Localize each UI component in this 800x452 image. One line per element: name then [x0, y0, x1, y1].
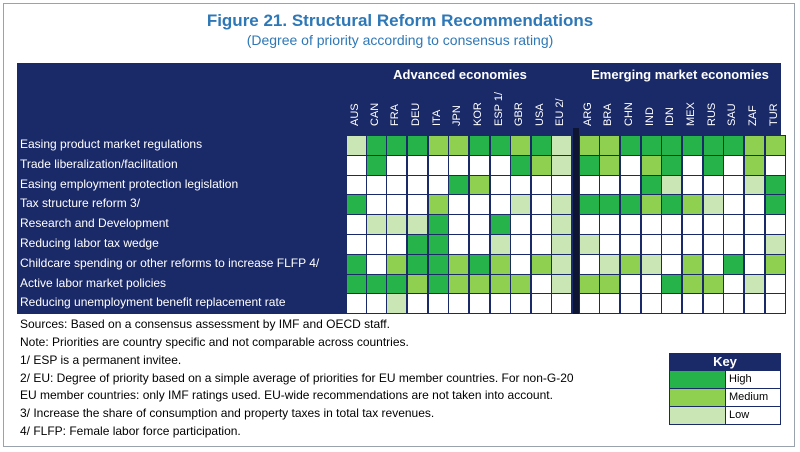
priority-cell — [765, 234, 786, 255]
priority-cell — [703, 254, 724, 275]
priority-cell — [407, 175, 428, 196]
priority-cell — [765, 175, 786, 196]
priority-cell — [366, 135, 387, 156]
priority-cell — [366, 274, 387, 295]
priority-cell — [366, 194, 387, 215]
priority-cell — [641, 155, 662, 176]
priority-cell — [531, 293, 552, 314]
priority-cell — [448, 135, 469, 156]
priority-cell — [510, 234, 531, 255]
priority-cell — [551, 194, 572, 215]
priority-cell — [599, 194, 620, 215]
priority-cell — [490, 194, 511, 215]
column-header: KOR — [472, 102, 484, 126]
priority-cell — [703, 214, 724, 235]
column-header: CAN — [369, 102, 381, 126]
priority-cell — [407, 254, 428, 275]
footnote: 4/ FLFP: Female labor force participation. — [20, 424, 241, 438]
figure-subtitle: (Degree of priority according to consensus rating) — [246, 32, 554, 48]
priority-cell — [428, 194, 449, 215]
priority-cell — [407, 293, 428, 314]
priority-cell — [510, 175, 531, 196]
priority-cell — [469, 135, 490, 156]
priority-cell — [579, 135, 600, 156]
column-header: ARG — [582, 102, 594, 126]
priority-cell — [428, 293, 449, 314]
group-header-emerging: Emerging market economies — [591, 67, 769, 82]
priority-cell — [599, 234, 620, 255]
row-label: Active labor market policies — [20, 275, 167, 290]
priority-cell — [407, 155, 428, 176]
priority-cell — [386, 214, 407, 235]
priority-cell — [703, 175, 724, 196]
priority-cell — [386, 274, 407, 295]
legend-row-medium — [669, 389, 781, 407]
legend-label-medium: Medium — [725, 389, 780, 406]
legend-swatch-medium — [670, 389, 725, 406]
priority-cell — [723, 135, 744, 156]
row-label: Reducing labor tax wedge — [20, 236, 159, 250]
priority-cell — [551, 175, 572, 196]
priority-cell — [599, 214, 620, 235]
priority-cell — [531, 254, 552, 275]
priority-cell — [366, 214, 387, 235]
group-separator — [573, 128, 579, 314]
column-header: ZAF — [747, 105, 759, 126]
priority-cell — [579, 254, 600, 275]
priority-cell — [490, 254, 511, 275]
priority-cell — [469, 274, 490, 295]
column-header: DEU — [410, 102, 422, 126]
priority-cell — [551, 214, 572, 235]
priority-cell — [661, 234, 682, 255]
footnote: 1/ ESP is a permanent invitee. — [20, 353, 182, 367]
priority-cell — [531, 214, 552, 235]
priority-cell — [599, 135, 620, 156]
priority-cell — [366, 175, 387, 196]
priority-cell — [661, 194, 682, 215]
priority-cell — [386, 194, 407, 215]
priority-cell — [641, 234, 662, 255]
priority-cell — [448, 293, 469, 314]
column-header: CHN — [623, 102, 635, 126]
priority-cell — [744, 254, 765, 275]
priority-cell — [723, 234, 744, 255]
priority-cell — [682, 254, 703, 275]
priority-cell — [661, 214, 682, 235]
priority-cell — [407, 234, 428, 255]
priority-cell — [469, 293, 490, 314]
priority-cell — [620, 234, 641, 255]
priority-cell — [510, 274, 531, 295]
priority-cell — [386, 155, 407, 176]
footnote: 2/ EU: Degree of priority based on a simple average of priorities for EU member countries. For non-G-20 — [20, 371, 574, 385]
priority-cell — [723, 293, 744, 314]
column-header: JPN — [451, 105, 463, 126]
priority-cell — [579, 293, 600, 314]
priority-cell — [723, 194, 744, 215]
priority-cell — [599, 254, 620, 275]
priority-cell — [551, 293, 572, 314]
priority-cell — [448, 274, 469, 295]
priority-cell — [386, 135, 407, 156]
priority-cell — [346, 175, 367, 196]
priority-cell — [490, 135, 511, 156]
priority-cell — [407, 135, 428, 156]
column-header: AUS — [349, 103, 361, 126]
priority-cell — [661, 293, 682, 314]
column-header: RUS — [706, 102, 718, 126]
priority-cell — [346, 274, 367, 295]
priority-cell — [661, 155, 682, 176]
priority-cell — [366, 234, 387, 255]
priority-cell — [744, 293, 765, 314]
priority-cell — [765, 274, 786, 295]
priority-cell — [682, 234, 703, 255]
priority-cell — [469, 155, 490, 176]
figure-title: Figure 21. Structural Reform Recommendations — [206, 11, 594, 30]
priority-cell — [765, 293, 786, 314]
priority-cell — [469, 234, 490, 255]
priority-cell — [346, 155, 367, 176]
priority-cell — [620, 254, 641, 275]
priority-cell — [469, 254, 490, 275]
priority-cell — [531, 234, 552, 255]
row-label: Easing product market regulations — [20, 137, 203, 151]
priority-cell — [744, 175, 765, 196]
priority-cell — [744, 274, 765, 295]
priority-cell — [599, 293, 620, 314]
column-header: BRA — [602, 103, 614, 126]
priority-cell — [661, 274, 682, 295]
priority-cell — [703, 234, 724, 255]
priority-cell — [531, 194, 552, 215]
priority-cell — [531, 274, 552, 295]
priority-cell — [510, 194, 531, 215]
row-label: Research and Development — [20, 216, 169, 231]
priority-cell — [744, 155, 765, 176]
priority-cell — [703, 194, 724, 215]
priority-cell — [551, 135, 572, 156]
priority-cell — [448, 155, 469, 176]
priority-cell — [490, 274, 511, 295]
priority-cell — [579, 155, 600, 176]
priority-cell — [448, 214, 469, 235]
legend-row-high — [669, 371, 781, 389]
priority-cell — [765, 194, 786, 215]
column-header: TUR — [768, 103, 780, 126]
priority-cell — [366, 155, 387, 176]
priority-cell — [641, 135, 662, 156]
column-header: GBR — [513, 102, 525, 126]
priority-cell — [346, 254, 367, 275]
priority-cell — [490, 155, 511, 176]
priority-cell — [407, 194, 428, 215]
priority-cell — [744, 234, 765, 255]
priority-cell — [620, 274, 641, 295]
priority-cell — [620, 214, 641, 235]
priority-cell — [386, 293, 407, 314]
legend-title: Key — [669, 353, 781, 371]
priority-cell — [682, 135, 703, 156]
priority-cell — [366, 254, 387, 275]
priority-cell — [744, 214, 765, 235]
priority-cell — [703, 135, 724, 156]
priority-cell — [551, 234, 572, 255]
priority-cell — [428, 214, 449, 235]
column-header: FRA — [389, 104, 401, 126]
priority-cell — [579, 214, 600, 235]
priority-cell — [579, 274, 600, 295]
row-label: Tax structure reform 3/ — [20, 196, 141, 211]
priority-cell — [510, 135, 531, 156]
priority-cell — [366, 293, 387, 314]
legend-key — [669, 353, 781, 425]
column-header: EU 2/ — [554, 98, 566, 126]
priority-cell — [599, 274, 620, 295]
priority-cell — [448, 234, 469, 255]
priority-cell — [428, 254, 449, 275]
legend-label-high: High — [725, 371, 780, 388]
legend-label-low: Low — [725, 407, 780, 424]
priority-cell — [469, 194, 490, 215]
priority-cell — [428, 234, 449, 255]
column-header: USA — [534, 103, 546, 126]
priority-cell — [407, 214, 428, 235]
priority-cell — [346, 194, 367, 215]
priority-cell — [661, 254, 682, 275]
legend-swatch-high — [670, 371, 725, 388]
priority-cell — [599, 175, 620, 196]
priority-cell — [641, 254, 662, 275]
priority-cell — [682, 274, 703, 295]
column-header: MEX — [685, 102, 697, 126]
footnote: Note: Priorities are country specific and not comparable across countries. — [20, 335, 409, 349]
priority-cell — [620, 155, 641, 176]
priority-cell — [490, 214, 511, 235]
priority-cell — [641, 175, 662, 196]
priority-cell — [531, 135, 552, 156]
priority-cell — [765, 214, 786, 235]
row-label: Reducing unemployment benefit replacement rate — [20, 295, 286, 310]
priority-cell — [599, 155, 620, 176]
legend-swatch-low — [670, 407, 725, 424]
priority-cell — [531, 175, 552, 196]
priority-cell — [407, 274, 428, 295]
priority-cell — [661, 135, 682, 156]
priority-cell — [448, 254, 469, 275]
priority-cell — [620, 194, 641, 215]
priority-cell — [620, 175, 641, 196]
column-header: SAU — [726, 103, 738, 126]
row-label: Easing employment protection legislation — [20, 176, 239, 191]
priority-cell — [510, 254, 531, 275]
priority-cell — [641, 194, 662, 215]
priority-cell — [703, 293, 724, 314]
priority-cell — [682, 214, 703, 235]
priority-cell — [448, 194, 469, 215]
footnote: EU member countries: only IMF ratings used. EU-wide recommendations are not taken into account. — [20, 388, 553, 402]
priority-cell — [386, 234, 407, 255]
priority-cell — [661, 175, 682, 196]
priority-cell — [346, 234, 367, 255]
priority-cell — [428, 274, 449, 295]
priority-cell — [744, 135, 765, 156]
footnote: 3/ Increase the share of consumption and property taxes in total tax revenues. — [20, 406, 435, 420]
priority-cell — [579, 194, 600, 215]
priority-cell — [346, 135, 367, 156]
priority-cell — [723, 274, 744, 295]
priority-cell — [682, 155, 703, 176]
priority-cell — [723, 155, 744, 176]
column-header: IDN — [664, 107, 676, 126]
priority-cell — [641, 293, 662, 314]
priority-cell — [682, 293, 703, 314]
priority-cell — [682, 194, 703, 215]
priority-cell — [386, 175, 407, 196]
priority-cell — [682, 175, 703, 196]
group-header-advanced: Advanced economies — [393, 67, 527, 82]
priority-cell — [510, 155, 531, 176]
priority-cell — [723, 254, 744, 275]
priority-cell — [723, 214, 744, 235]
priority-cell — [510, 214, 531, 235]
priority-cell — [765, 155, 786, 176]
priority-cell — [428, 175, 449, 196]
priority-cell — [703, 274, 724, 295]
priority-cell — [551, 155, 572, 176]
priority-cell — [765, 254, 786, 275]
priority-cell — [723, 175, 744, 196]
priority-cell — [448, 175, 469, 196]
column-header: ITA — [431, 109, 443, 126]
priority-cell — [428, 155, 449, 176]
priority-cell — [531, 155, 552, 176]
legend-row-low — [669, 407, 781, 425]
priority-cell — [490, 293, 511, 314]
priority-cell — [490, 234, 511, 255]
priority-cell — [579, 175, 600, 196]
priority-cell — [551, 274, 572, 295]
row-label: Trade liberalization/facilitation — [20, 156, 178, 171]
priority-cell — [579, 234, 600, 255]
priority-cell — [641, 214, 662, 235]
priority-cell — [620, 293, 641, 314]
priority-cell — [469, 214, 490, 235]
footnote: Sources: Based on a consensus assessment by IMF and OECD staff. — [20, 317, 390, 331]
priority-cell — [551, 254, 572, 275]
priority-cell — [703, 155, 724, 176]
column-header: ESP 1/ — [493, 91, 505, 126]
priority-cell — [641, 274, 662, 295]
priority-cell — [346, 214, 367, 235]
priority-cell — [428, 135, 449, 156]
priority-cell — [620, 135, 641, 156]
priority-cell — [744, 194, 765, 215]
priority-cell — [469, 175, 490, 196]
row-label: Childcare spending or other reforms to increase FLFP 4/ — [20, 255, 320, 270]
column-header: IND — [644, 107, 656, 126]
priority-cell — [510, 293, 531, 314]
priority-cell — [765, 135, 786, 156]
priority-cell — [346, 293, 367, 314]
priority-cell — [386, 254, 407, 275]
priority-cell — [490, 175, 511, 196]
